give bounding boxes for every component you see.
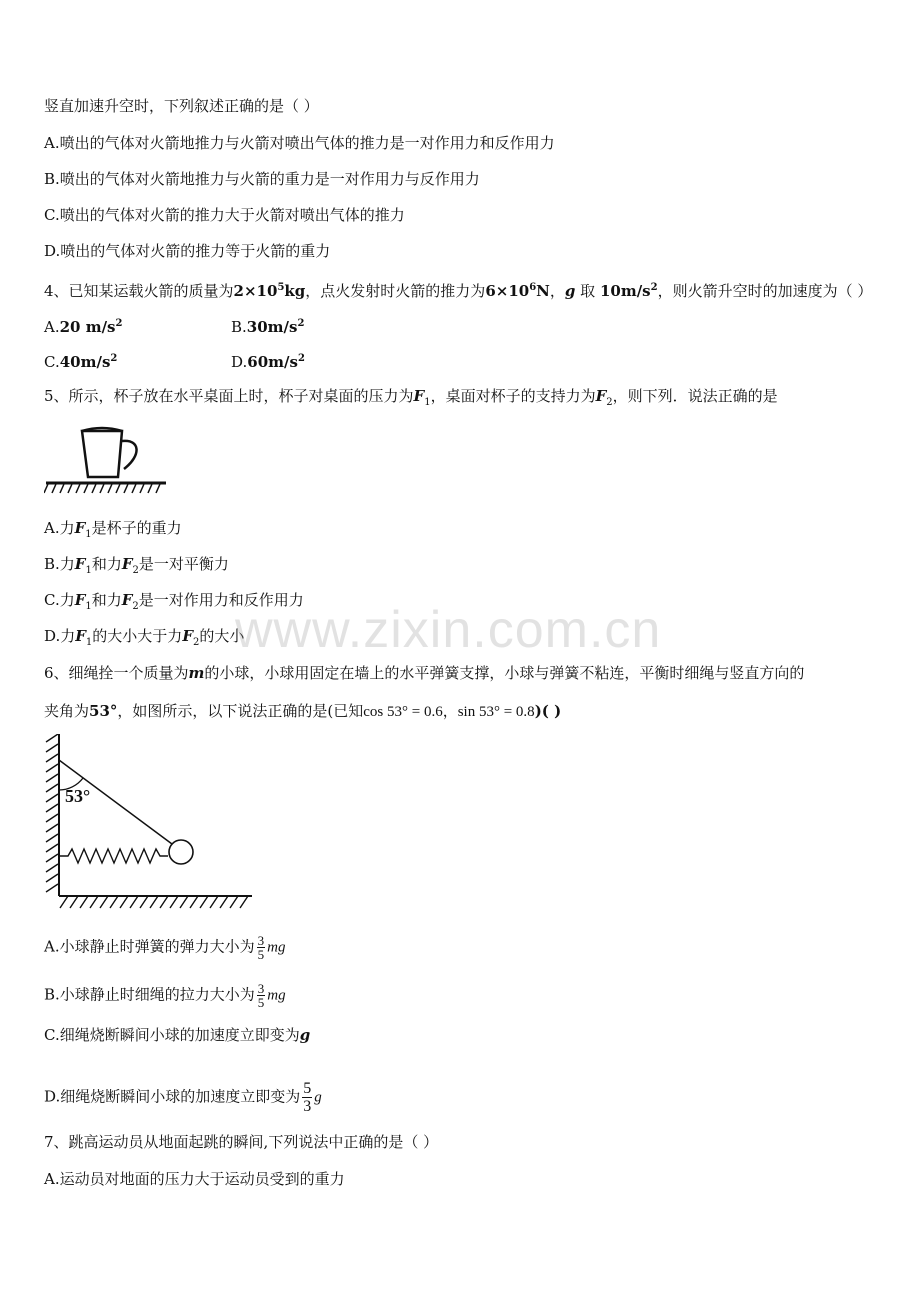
watermark: www.zixin.com.cn: [235, 601, 662, 659]
q6-option-b-mg: mg: [267, 987, 286, 1004]
q4-stem-prefix: 4、已知某运载火箭的质量为: [44, 282, 234, 300]
q5-option-b-text: 是一对平衡力: [138, 555, 229, 573]
q7-option-a: A.运动员对地面的压力大于运动员受到的重力: [44, 1170, 345, 1188]
q5-option-a-prefix: A.力: [44, 519, 75, 537]
q4-option-b-label: B.: [231, 318, 247, 336]
q4-mid3: 取: [575, 282, 600, 300]
q6-option-a-fraction: [257, 934, 266, 961]
q4-thrust-exp: 6: [529, 282, 537, 293]
q4-option-b: [231, 314, 304, 337]
q5-stem-a: 5、所示，杯子放在水平桌面上时，杯子对桌面的压力为: [44, 387, 414, 405]
q4-option-c-exp: 2: [110, 353, 118, 364]
q4-mid1: ，点火发射时火箭的推力为: [305, 282, 486, 300]
q5-option-c-and: 和力: [91, 591, 122, 609]
q4-mass: 2×10: [233, 282, 278, 300]
q4-option-a-exp: 2: [115, 318, 123, 329]
q5-option-d-prefix: D.力: [44, 627, 76, 645]
q4-thrust: 6×10: [485, 282, 530, 300]
q3-option-c: C.喷出的气体对火箭的推力大于火箭对喷出气体的推力: [44, 206, 405, 224]
q6-option-a-numerator: 3: [257, 933, 265, 948]
q5-option-d: [44, 626, 244, 653]
q5-option-d-text: 的大小: [199, 627, 245, 645]
q4-option-b-exp: 2: [297, 318, 305, 329]
q4-option-d-exp: 2: [297, 353, 305, 364]
q6-option-a-denominator: 5: [257, 947, 265, 962]
q5-stem-b: ，桌面对杯子的支持力为: [430, 387, 596, 405]
spring-ball-figure: [44, 734, 256, 910]
q6-option-d-g: g: [314, 1089, 322, 1106]
q6-option-a-mg: mg: [267, 939, 286, 956]
q5-option-b-f1-sub: 1: [85, 565, 92, 576]
q5-option-b-f1: F: [74, 555, 86, 573]
q5-option-b-prefix: B.力: [44, 555, 75, 573]
q4-mass-unit: kg: [284, 282, 306, 300]
q6-option-c: [44, 1025, 310, 1045]
q6-option-d-fraction: [302, 1080, 312, 1115]
q5-f1: F: [413, 387, 425, 405]
q5-option-d-f1-sub: 1: [85, 637, 93, 648]
q6-line1-b: 的小球，小球用固定在墙上的水平弹簧支撑，小球与弹簧不粘连，平衡时细绳与竖直方向的: [204, 664, 805, 682]
q6-line2-c: )( ): [534, 702, 562, 720]
q6-option-b-text: B.小球静止时细绳的拉力大小为: [44, 985, 255, 1004]
q4-stem: [44, 278, 872, 301]
q5-option-c-prefix: C.力: [44, 591, 75, 609]
q5-option-b-f2-sub: 2: [132, 565, 139, 576]
q5-option-c-f2: F: [121, 591, 133, 609]
q5-option-d-f2: F: [182, 627, 193, 645]
q5-f2: F: [595, 387, 607, 405]
q6-option-d: [44, 1080, 322, 1115]
q4-g: g: [564, 282, 576, 300]
q6-sin: sin 53° = 0.8: [457, 704, 535, 720]
q5-option-a-f1-sub: 1: [85, 529, 92, 540]
q5-stem: [44, 386, 778, 413]
q6-option-a: [44, 934, 285, 961]
q4-gexp: 2: [650, 282, 658, 293]
q6-sep: ，: [442, 702, 458, 720]
q5-option-c-f1-sub: 1: [85, 601, 92, 612]
q5-option-b: [44, 554, 229, 581]
q5-option-a: [44, 518, 182, 545]
q5-option-b-and: 和力: [91, 555, 122, 573]
q5-option-b-f2: F: [121, 555, 133, 573]
q6-line2-a: 夹角为: [44, 702, 90, 720]
q5-option-d-f1: F: [75, 627, 86, 645]
q6-option-d-numerator: 5: [303, 1080, 312, 1097]
q4-option-c-label: C.: [44, 353, 60, 371]
q4-option-d-label: D.: [231, 353, 248, 371]
q6-stem-line2: [44, 701, 561, 722]
q4-option-c: [44, 349, 117, 372]
q6-option-d-text: D.细绳烧断瞬间小球的加速度立即变为: [44, 1087, 301, 1106]
cup-on-table-figure: [44, 425, 169, 497]
q5-option-d-mid: 的大小大于力: [92, 627, 183, 645]
q5-option-d-f2-sub: 2: [192, 637, 200, 648]
q6-option-b-numerator: 3: [257, 981, 265, 996]
q6-option-b: [44, 982, 286, 1009]
q4-option-d-value: 60m/s: [247, 353, 298, 371]
q5-option-a-text: 是杯子的重力: [91, 519, 182, 537]
q4-thrust-unit: N: [536, 282, 550, 300]
q4-tail: ，则火箭升空时的加速度为（ ）: [657, 282, 873, 300]
q4-option-a-label: A.: [44, 318, 60, 336]
q4-gval: 10m/s: [599, 282, 651, 300]
q6-option-c-g: g: [299, 1026, 311, 1044]
q6-angle: 53°: [89, 702, 118, 720]
q3-option-b: B.喷出的气体对火箭地推力与火箭的重力是一对作用力与反作用力: [44, 170, 480, 188]
q6-line2-b: ，如图所示，以下说法正确的是(已知: [117, 702, 364, 720]
intro-line: 竖直加速升空时，下列叙述正确的是（ ）: [44, 97, 319, 115]
q4-option-a-value: 20 m/s: [59, 318, 116, 336]
q6-option-d-denominator: 3: [303, 1098, 312, 1115]
q5-f1-sub: 1: [424, 397, 431, 408]
q4-mass-exp: 5: [277, 282, 285, 293]
q5-f2-sub: 2: [606, 397, 613, 408]
q6-option-b-denominator: 5: [257, 995, 265, 1010]
q4-option-d: [231, 349, 305, 372]
q6-line1-a: 6、细绳拴一个质量为: [44, 664, 189, 682]
q3-option-a: A.喷出的气体对火箭地推力与火箭对喷出气体的推力是一对作用力和反作用力: [44, 134, 555, 152]
q5-option-a-f1: F: [74, 519, 86, 537]
figure-angle-label: 53°: [65, 786, 91, 806]
q7-stem: 7、跳高运动员从地面起跳的瞬间,下列说法中正确的是（ ）: [44, 1133, 439, 1151]
q3-option-d: D.喷出的气体对火箭的推力等于火箭的重力: [44, 242, 331, 260]
q4-option-c-value: 40m/s: [59, 353, 111, 371]
q6-stem-line1: [44, 663, 804, 683]
q6-cos: cos 53° = 0.6: [363, 704, 443, 720]
q6-option-a-text: A.小球静止时弹簧的弹力大小为: [44, 937, 255, 956]
q5-option-c-f1: F: [74, 591, 86, 609]
q5-option-c-f2-sub: 2: [132, 601, 139, 612]
q4-option-b-value: 30m/s: [246, 318, 298, 336]
q6-option-b-fraction: [257, 982, 266, 1009]
q6-mass-symbol: m: [188, 664, 205, 682]
q4-mid2: ，: [549, 282, 565, 300]
q5-stem-c: ，则下列．说法正确的是: [612, 387, 778, 405]
q4-option-a: [44, 314, 122, 337]
q6-option-c-text: C.细绳烧断瞬间小球的加速度立即变为: [44, 1026, 300, 1044]
q5-option-c-text: 是一对作用力和反作用力: [138, 591, 304, 609]
